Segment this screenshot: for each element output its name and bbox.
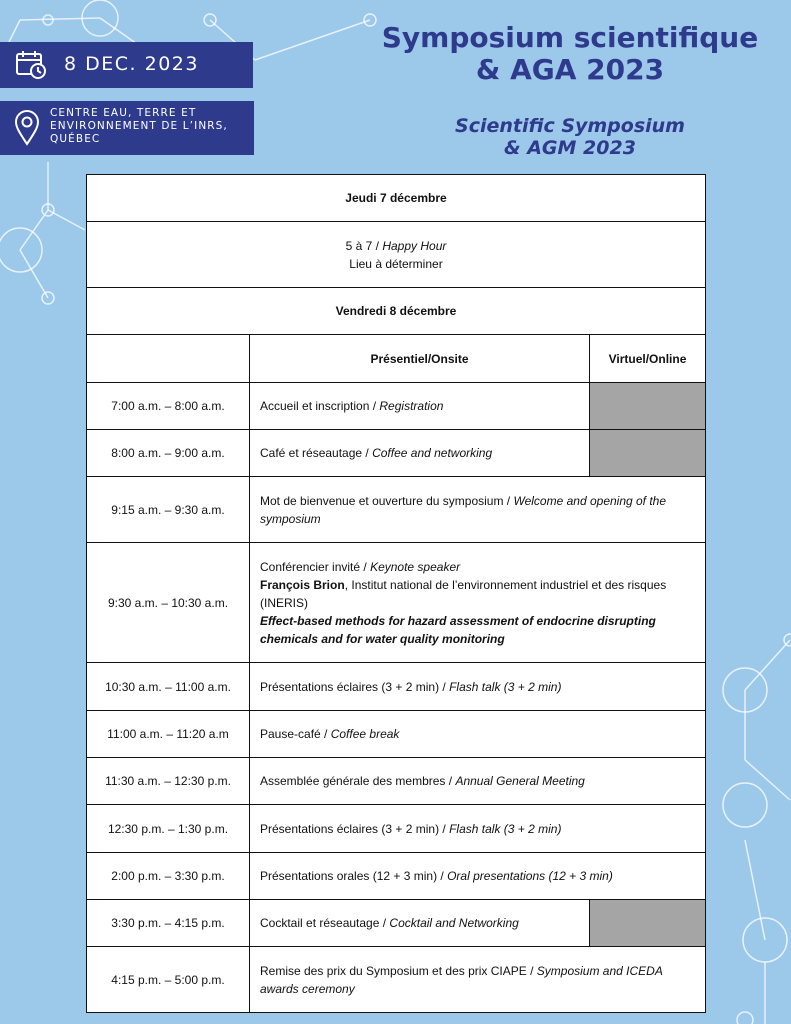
day-friday: Vendredi 8 décembre xyxy=(87,288,706,335)
activity-fr: Assemblée générale des membres / xyxy=(260,774,456,788)
time-cell: 9:15 a.m. – 9:30 a.m. xyxy=(87,477,250,543)
schedule-table xyxy=(86,174,706,1013)
activity-fr: Pause-café / xyxy=(260,727,331,741)
activity-en: Keynote speaker xyxy=(370,559,461,574)
activity-en: Welcome and opening of the symposium xyxy=(260,493,667,526)
onsite-column-header: Présentiel/Onsite xyxy=(250,335,590,383)
time-cell: 10:30 a.m. – 11:00 a.m. xyxy=(87,663,250,711)
activity-fr: Présentations éclaires (3 + 2 min) / xyxy=(260,821,450,836)
day-thursday: Jeudi 7 décembre xyxy=(87,175,706,222)
activity-cell xyxy=(250,900,590,947)
activity-cell xyxy=(250,383,590,430)
activity-fr: Cocktail et réseautage / xyxy=(260,916,390,930)
title-fr-line-1: Symposium scientifique xyxy=(381,21,759,54)
time-column-header xyxy=(87,335,250,383)
happy-hour-cell xyxy=(87,222,706,288)
activity-en: Symposium and ICEDA awards ceremony xyxy=(260,963,663,996)
activity-cell xyxy=(250,758,706,805)
online-unavailable-cell xyxy=(590,383,706,430)
table-row xyxy=(87,805,706,853)
time-cell: 4:15 p.m. – 5:00 p.m. xyxy=(87,947,250,1013)
activity-fr: Conférencier invité / xyxy=(260,559,371,574)
time-cell: 2:00 p.m. – 3:30 p.m. xyxy=(87,853,250,900)
online-unavailable-cell xyxy=(590,430,706,477)
activity-cell xyxy=(250,663,706,711)
activity-fr: Mot de bienvenue et ouverture du symposium / xyxy=(260,493,514,508)
activity-cell xyxy=(250,947,706,1013)
location-line-1: CENTRE EAU, TERRE ET xyxy=(50,107,197,119)
activity-cell xyxy=(250,805,706,853)
location-line-2: ENVIRONNEMENT DE L’INRS, xyxy=(50,120,228,132)
online-unavailable-cell xyxy=(590,900,706,947)
time-cell: 8:00 a.m. – 9:00 a.m. xyxy=(87,430,250,477)
time-cell: 11:30 a.m. – 12:30 p.m. xyxy=(87,758,250,805)
time-cell: 9:30 a.m. – 10:30 a.m. xyxy=(87,543,250,663)
day-header-row xyxy=(87,175,706,222)
activity-cell xyxy=(250,853,706,900)
keynote-affiliation: , Institut national de l’environnement industriel et des risques (INERIS) xyxy=(260,577,667,610)
activity-en: Oral presentations (12 + 3 min) xyxy=(447,869,613,883)
table-row xyxy=(87,711,706,758)
event-date: 8 DEC. 2023 xyxy=(64,53,199,75)
happy-hour-en: Happy Hour xyxy=(382,238,447,253)
table-row xyxy=(87,663,706,711)
table-row xyxy=(87,758,706,805)
activity-en: Flash talk (3 + 2 min) xyxy=(449,679,562,694)
activity-fr: Café et réseautage / xyxy=(260,446,373,460)
table-row xyxy=(87,947,706,1013)
activity-cell xyxy=(250,711,706,758)
table-row xyxy=(87,477,706,543)
happy-hour-fr: 5 à 7 / xyxy=(345,238,383,253)
activity-cell xyxy=(250,477,706,543)
map-pin-icon xyxy=(14,110,40,150)
page-title-fr xyxy=(360,22,780,86)
activity-en: Coffee break xyxy=(330,727,400,741)
online-column-header: Virtuel/Online xyxy=(590,335,706,383)
table-row xyxy=(87,430,706,477)
activity-fr: Accueil et inscription / xyxy=(260,399,380,413)
activity-en: Cocktail and Networking xyxy=(389,916,519,930)
activity-en: Flash talk (3 + 2 min) xyxy=(449,821,562,836)
time-cell: 11:00 a.m. – 11:20 a.m xyxy=(87,711,250,758)
table-row xyxy=(87,853,706,900)
activity-fr: Remise des prix du Symposium et des prix CIAPE / xyxy=(260,963,537,978)
calendar-clock-icon xyxy=(14,49,48,85)
title-en-line-1: Scientific Symposium xyxy=(455,115,685,137)
keynote-cell xyxy=(250,543,706,663)
activity-en: Annual General Meeting xyxy=(455,774,585,788)
page-title-en xyxy=(360,115,780,159)
event-location xyxy=(50,107,250,146)
day-header-row xyxy=(87,288,706,335)
location-line-3: QUÉBEC xyxy=(50,133,101,145)
table-row xyxy=(87,543,706,663)
activity-cell xyxy=(250,430,590,477)
table-row xyxy=(87,900,706,947)
table-row xyxy=(87,383,706,430)
time-cell: 3:30 p.m. – 4:15 p.m. xyxy=(87,900,250,947)
activity-en: Registration xyxy=(379,399,444,413)
title-fr-line-2: & AGA 2023 xyxy=(475,53,665,86)
activity-fr: Présentations éclaires (3 + 2 min) / xyxy=(260,679,450,694)
activity-fr: Présentations orales (12 + 3 min) / xyxy=(260,869,448,883)
activity-en: Coffee and networking xyxy=(372,446,493,460)
happy-hour-place: Lieu à déterminer xyxy=(349,256,443,271)
title-en-line-2: & AGM 2023 xyxy=(504,137,636,159)
time-cell: 12:30 p.m. – 1:30 p.m. xyxy=(87,805,250,853)
column-header-row xyxy=(87,335,706,383)
date-badge xyxy=(0,42,253,88)
time-cell: 7:00 a.m. – 8:00 a.m. xyxy=(87,383,250,430)
happy-hour-row xyxy=(87,222,706,288)
keynote-speaker-name: François Brion xyxy=(260,577,345,592)
keynote-talk-title: Effect-based methods for hazard assessment of endocrine disrupting chemicals and for water quality monitoring xyxy=(260,613,656,646)
location-badge xyxy=(0,101,254,155)
